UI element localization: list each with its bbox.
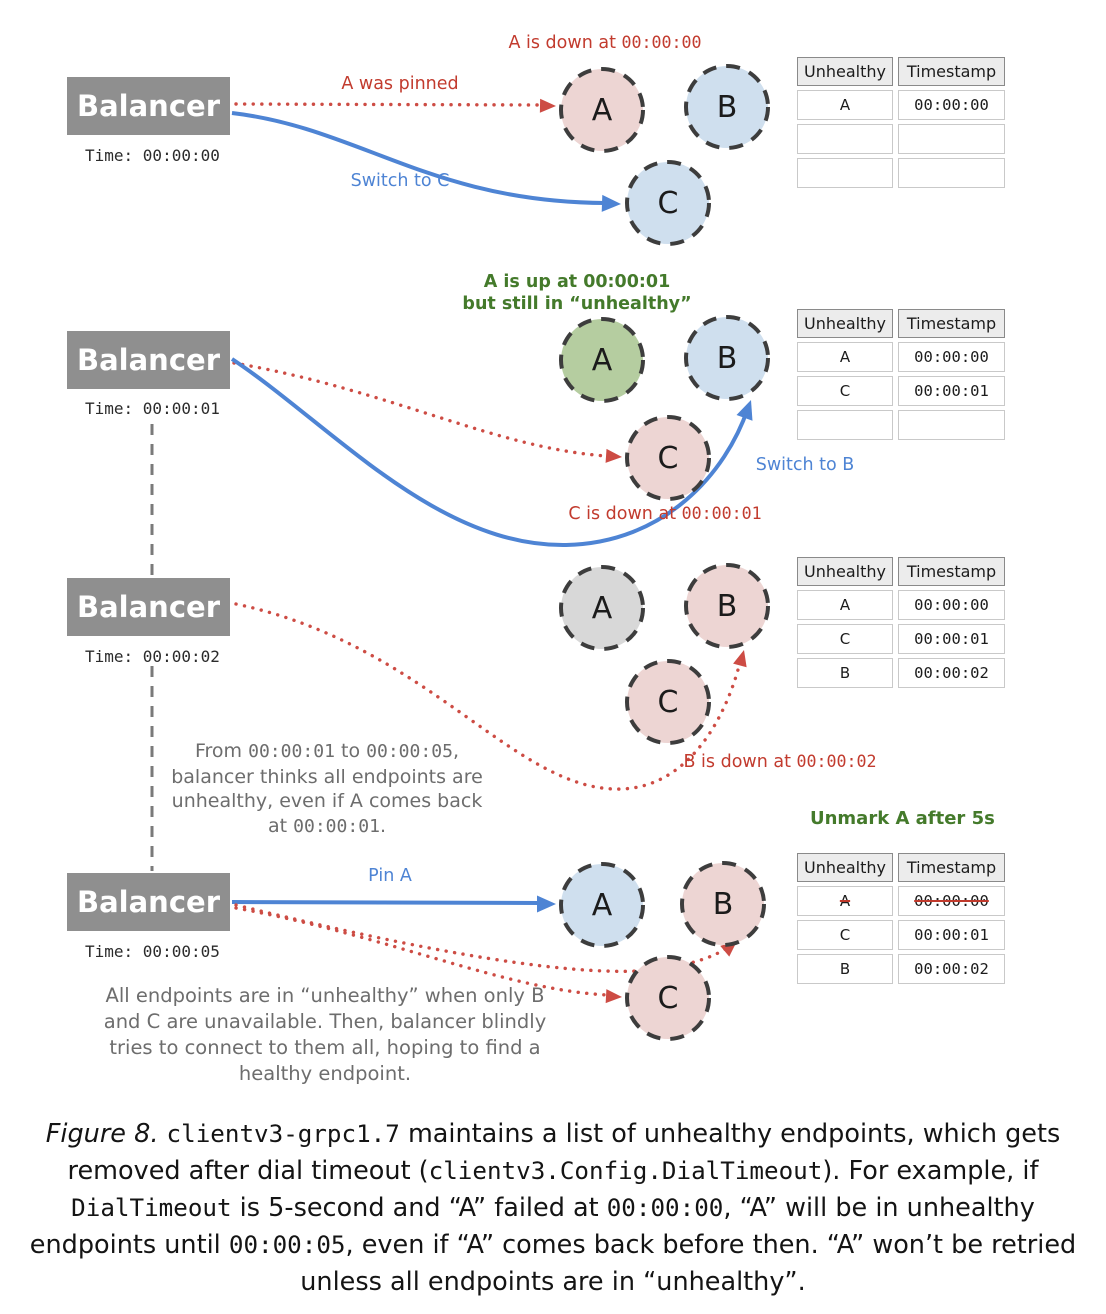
unhealthy-table-4 [797, 853, 1005, 984]
balancer-box-4: Balancer [67, 873, 230, 931]
table-cell: C [797, 376, 893, 406]
node-b-label: B [716, 90, 738, 125]
text-segment: clientv3-grpc1.7 [166, 1120, 400, 1148]
c-down-note [510, 504, 820, 524]
table-cell: B [797, 658, 893, 688]
text-segment: 00:00:00 [621, 33, 702, 52]
table-cell: A [797, 590, 893, 620]
table-cell: 00:00:00 [898, 886, 1005, 916]
panel3-nodes [561, 565, 768, 743]
time-label-4: Time: 00:00:05 [85, 942, 220, 961]
text-segment: balancer thinks all endpoints are [171, 765, 483, 788]
text-segment: 00:00:02 [796, 752, 877, 771]
text-segment: , [452, 740, 460, 762]
time-label-3: Time: 00:00:02 [85, 647, 220, 666]
table-cell: C [797, 920, 893, 950]
balancer-box-3: Balancer [67, 578, 230, 636]
text-segment: 00:00:01 [248, 741, 335, 762]
node-a-label: A [591, 888, 613, 923]
try-c-dotted-arrow [236, 908, 608, 995]
text-segment: B is down at [683, 752, 797, 772]
node-c-label: C [657, 685, 679, 720]
node-a-label: A [591, 93, 613, 128]
text-segment: , “A” will be in unhealthy endpoints until [29, 1193, 1035, 1260]
text-segment: From [194, 740, 249, 762]
table-cell: A [797, 90, 893, 120]
table-header-cell: Timestamp [898, 853, 1005, 882]
text-segment: C is down at [568, 504, 682, 524]
text-segment: Figure 8. [45, 1119, 159, 1149]
arrowhead-icon [602, 195, 622, 213]
table-cell: C [797, 624, 893, 654]
node-a-label: A [591, 591, 613, 626]
table-header-cell: Timestamp [898, 557, 1005, 586]
table-cell [898, 158, 1005, 188]
node-c-label: C [657, 186, 679, 221]
table-header-cell: Unhealthy [797, 557, 893, 586]
node-b-label: B [716, 341, 738, 376]
figure-caption [28, 1116, 1078, 1301]
text-segment: and C are unavailable. Then, balancer blindly [103, 1010, 547, 1033]
table-cell: A [797, 886, 893, 916]
node-b-label: B [712, 887, 734, 922]
a-down-note [440, 33, 770, 53]
time-label-1: Time: 00:00:00 [85, 146, 220, 165]
table-cell: B [797, 954, 893, 984]
text-segment: is 5-second and “A” failed at [231, 1193, 607, 1223]
arrowhead-icon [737, 397, 759, 421]
text-segment: to [334, 740, 367, 762]
switch-to-b-label: Switch to B [755, 455, 855, 475]
table-cell: 00:00:00 [898, 342, 1005, 372]
table-cell: 00:00:00 [898, 90, 1005, 120]
text-segment: . [379, 814, 387, 837]
balancer-box-2: Balancer [67, 331, 230, 389]
text-segment: 00:00:05 [366, 741, 453, 762]
node-b-label: B [716, 589, 738, 624]
unhealthy-table-1 [797, 57, 1005, 188]
arrowhead-icon [733, 648, 751, 667]
text-segment: DialTimeout [71, 1194, 232, 1222]
node-c-label: C [657, 981, 679, 1016]
unhealthy-window-note [167, 739, 487, 839]
text-segment: but still in “unhealthy” [462, 294, 692, 314]
switch-to-c-label: Switch to C [350, 171, 450, 191]
text-segment: 00:00:05 [228, 1231, 346, 1259]
text-segment: at [267, 814, 294, 837]
text-segment: clientv3.Config.DialTimeout [428, 1157, 823, 1185]
time-label-2: Time: 00:00:01 [85, 399, 220, 418]
pinned-dotted-arrow [236, 104, 542, 105]
panel1-nodes [561, 66, 768, 244]
text-segment: , even if “A” comes back before then. “A” won’t be retried unless all endpoints are in “unhealthy”. [300, 1230, 1077, 1297]
panel4-nodes [561, 863, 764, 1039]
text-segment: healthy endpoint. [238, 1062, 412, 1085]
balancer-box-1: Balancer [67, 77, 230, 135]
text-segment: unhealthy, even if A comes back [171, 790, 483, 812]
panel2-nodes [561, 317, 768, 499]
table-cell [797, 124, 893, 154]
text-segment: tries to connect to them all, hoping to find a [109, 1036, 541, 1059]
text-segment: A is down at [508, 33, 622, 53]
table-cell [797, 410, 893, 440]
text-segment: All endpoints are in “unhealthy” when only B [105, 984, 545, 1007]
text-segment: 00:00:01 [681, 504, 762, 523]
text-segment [158, 1119, 166, 1149]
text-segment: maintains a list of unhealthy endpoints, which gets removed after dial timeout ( [67, 1119, 1061, 1186]
table-cell [898, 410, 1005, 440]
table-cell: 00:00:01 [898, 920, 1005, 950]
node-c-label: C [657, 441, 679, 476]
unmark-a-note: Unmark A after 5s [810, 808, 995, 829]
unhealthy-table-3 [797, 557, 1005, 688]
pin-a-label: Pin A [368, 866, 412, 886]
b-down-note [625, 752, 935, 772]
unhealthy-table-2 [797, 309, 1005, 440]
arrowhead-icon [537, 896, 556, 913]
table-header-cell: Unhealthy [797, 309, 893, 338]
table-header-cell: Unhealthy [797, 853, 893, 882]
text-segment: 00:00:01 [293, 815, 380, 837]
table-header-cell: Timestamp [898, 57, 1005, 86]
table-cell [898, 124, 1005, 154]
a-was-pinned-label: A was pinned [341, 74, 459, 94]
a-up-note [437, 271, 717, 315]
blind-retry-note [80, 983, 570, 1087]
table-cell: 00:00:02 [898, 658, 1005, 688]
arrowhead-icon [606, 449, 623, 464]
table-header-cell: Timestamp [898, 309, 1005, 338]
text-segment: 00:00:00 [606, 1194, 724, 1222]
text-segment: A is up at 00:00:01 [483, 272, 671, 292]
table-header-cell: Unhealthy [797, 57, 893, 86]
node-a-label: A [591, 343, 613, 378]
table-cell: A [797, 342, 893, 372]
table-cell: 00:00:02 [898, 954, 1005, 984]
table-cell: 00:00:01 [898, 624, 1005, 654]
table-cell: 00:00:01 [898, 376, 1005, 406]
table-cell: 00:00:00 [898, 590, 1005, 620]
try-c-dotted-arrow [234, 363, 606, 456]
table-cell [797, 158, 893, 188]
pin-a-arrow [232, 902, 540, 903]
arrowhead-icon [540, 99, 556, 113]
text-segment: ). For example, if [822, 1156, 1039, 1186]
arrowhead-icon [606, 989, 623, 1004]
